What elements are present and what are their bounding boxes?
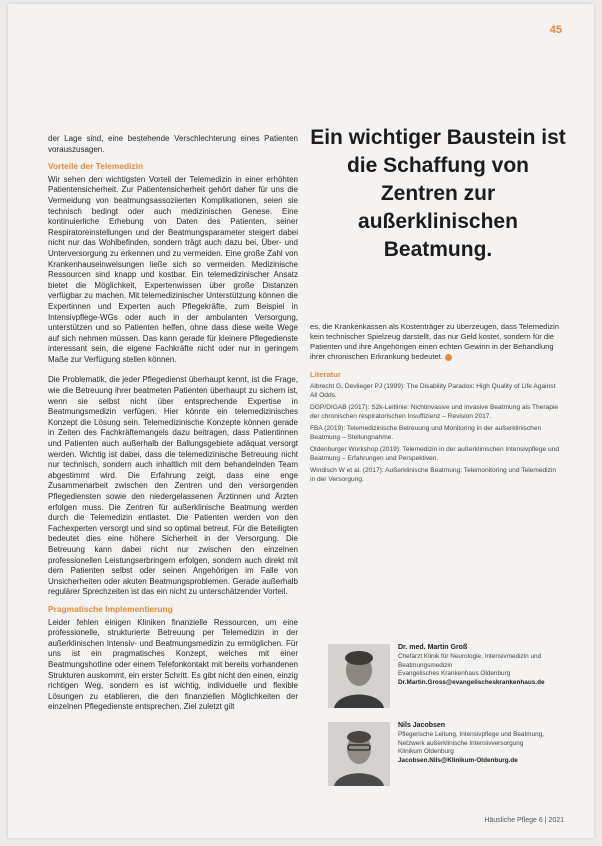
author-email-link[interactable]: Jacobsen.Nils@Klinikum-Oldenburg.de [398,756,518,764]
author-box [328,722,568,788]
literature-item: Windisch W et al. (2017): Außerklinische Beatmung: Telemonitoring und Telemedizin in der Versorgung. [310,467,557,483]
section-heading-advantages: Vorteile der Telemedizin [48,161,144,172]
author-box [328,644,568,710]
author-info [398,722,568,765]
author-name: Dr. med. Martin Groß [398,644,468,651]
literature-item: FBA (2019): Telemedizinische Betreuung und Monitoring in der außerklinischen Beatmung – Stellungnahme. [310,425,542,441]
person-icon [328,722,390,786]
author-info [398,644,568,687]
body-paragraph: Leider fehlen einigen Kliniken finanzielle Ressourcen, um eine professionelle, strukturierte Betreuung per Telemedizin in der außerklinischen Intensiv- und Beatmungsmedizin zu ermöglichen. Für uns ist ein pragmatisches Konzept, welches mit einer Beatmungshotline oder einem Telefonkontakt mit bereits vorhandenen Strukturen auskommt, ein erster Schritt. Es gibt nicht den einen, einzig richtigen Weg, sondern es ist wichtig, individuelle und flexible Lösungen zu etablieren, die den finanziellen Möglichkeiten der einzelnen Pflegedienste entsprechen. Ziel zuletzt gilt [48,617,298,712]
body-paragraph: Die Problematik, die jeder Pflegedienst überhaupt kennt, ist die Frage, wie die Betreuung ihrer beatmeten Patienten überhaupt zu sichern ist, wenn sie selbst nicht über entsprechende Expertise in Beatmungsmedizin verfügen. Hier könnte ein telemedizinisches Konzept die Lösung sein. Telemedizinische Konzepte können gerade in Zeiten des Fachkräftemangels dazu beitragen, dass Patientinnen und Patienten auch außerhalb der Ballungsgebiete adäquat versorgt werden. Wichtig ist dabei, dass die telemedizinische Betreuung nicht nur technisch, sondern auch inhaltlich mit dem behandelnden Team abgestimmt wird. Die Erfahrung zeigt, dass eine enge Zusammenarbeit zwischen den Zentren und den versorgenden Pflegediensten sowie den niedergelassenen Ärztinnen und Ärzten erfolgen muss. Die Zentren für außerklinische Beatmung werden durch die Telemedizin entlastet. Die Patienten werden von den Fachexperten versorgt und sind so optimal betreut. Für die Beteiligten bedeutet dies eine höhere Sicherheit in der Versorgung. Die Betreuung kann dabei nicht nur zwischen den einzelnen professionellen Leistungserbringern erfolgen, sondern auch direkt mit dem Patienten selbst oder seinen Angehörigen im Falle von Unsicherheiten oder akuten Beatmungsproblemen. Gerade außerhalb regulärer Sprechzeiten ist das ein nicht zu unterschätzender Vorteil. [48,375,298,597]
literature-item: Albrecht G, Devlieger PJ (1999): The Disability Paradox: High Quality of Life Against All Odds. [310,383,556,399]
author-role: Pflegerische Leitung, Intensivpflege und Beatmung, Netzwerk außerklinische Intensivversorgung [398,731,545,747]
author-organization: Klinikum Oldenburg [398,748,454,756]
intro-paragraph: der Lage sind, eine bestehende Verschlechterung eines Patienten vorauszusagen. [48,134,298,154]
author-name: Nils Jacobsen [398,722,446,729]
body-paragraph: Wir sehen den wichtigsten Vorteil der Telemedizin in einer erhöhten Patientensicherheit. Zur Patientensicherheit gehört daher für uns die Vermeidung von beatmungsassoziierten Komplikationen, seien sie technisch bedingt oder auch medizinischen Genese. Eine kontinuierliche Erhebung von Daten des Patienten, seiner Respiratoreinstellungen und der Beatmungsparameter steigert dabei nicht nur das Wohlbefinden, sondern trägt auch dazu bei, Über- und Unterversorgung zu erkennen und zu vermeiden. Eine große Zahl von Krankenhauseinweisungen ließe sich so vermeiden. Medizinische Ressourcen sind knapp und kostbar. Ein telemedizinischer Ansatz bietet die Möglichkeit, Expertenwissen über große Distanzen verfügbar zu machen. Mit telemedizinischer Unterstützung können die Expertinnen und Experten auch Pflegekräfte, zum Beispiel in Intensivpflege-WGs oder auch in der ambulanten Versorgung, unterstützen und so Patienten helfen, ohne dass diese weite Wege auf sich nehmen müssen. Das kann gerade für kleinere Pflegedienste interessant sein, die eigene Fachkräfte nicht oder nur in geringem Maße zur Verfügung stellen können. [48,174,298,364]
pull-quote: Ein wichtiger Baustein ist die Schaffung von Zentren zur außerklinischen Beatmung. [310,126,566,261]
literature-item: Oldenburger Workshop (2019): Telemedizin in der außerklinischen Intensivpflege und Beatmung – Erfahrungen und Perspektiven. [310,446,559,462]
end-mark-icon [445,354,452,361]
closing-paragraph [310,322,560,362]
author-photo [328,644,390,708]
author-photo [328,722,390,786]
author-organization: Evangelisches Krankenhaus Oldenburg [398,670,511,678]
document-page [8,4,594,838]
right-column [310,322,560,487]
author-email-link[interactable]: Dr.Martin.Gross@evangelischeskrankenhaus.de [398,678,545,686]
author-role: Chefarzt Klinik für Neurologie, Intensivmedizin und Beatmungsmedizin [398,653,542,669]
page-footer: Häusliche Pflege 6 | 2021 [484,817,564,824]
person-icon [328,644,390,708]
literature-heading: Literatur [310,370,341,379]
section-heading-implementation: Pragmatische Implementierung [48,603,173,614]
left-column [48,134,298,718]
closing-text: es, die Krankenkassen als Kostenträger zu überzeugen, dass Telemedizin kein technischer Spielzeug darstellt, das nur Geld kostet, sondern für die Patienten und ihre Angehörigen einen echten Gewinn in der Behandlung ihrer chronischen Erkrankung bedeutet. [310,322,559,361]
page-number: 45 [549,24,562,36]
literature-item: DGP/DIGAB (2017): S2k-Leitlinie: Nichtinvasive und invasive Beatmung als Therapie der chronischen respiratorischen Insuffizienz – Revision 2017. [310,404,558,420]
